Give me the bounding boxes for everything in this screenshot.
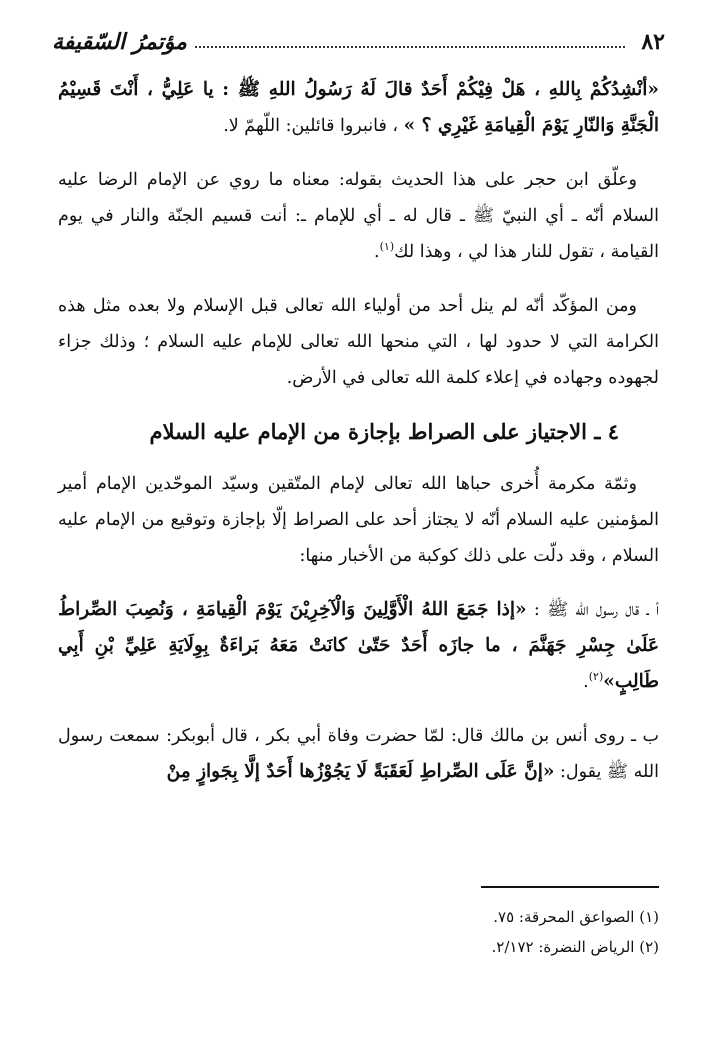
paragraph-1	[58, 72, 659, 144]
footnote-ref-1: (١)	[379, 240, 395, 254]
paragraph-5	[58, 592, 659, 700]
hadith-quote-2: «إذا جَمَعَ اللهُ الْأَوَّلِينَ وَالْآخِرِيْنَ يَوْمَ الْقِيامَةِ ، وَنُصِبَ الصِّراطُ عَلَىٰ جِسْرِ جَهَنَّمَ ، ما جازَه أَحَدٌ حَتّىٰ كانَتْ مَعَهُ بَراءَةٌ بِوِلَايَةِ عَلِيِّ بْنِ أَبِي طَالِبٍ»	[58, 599, 659, 692]
footnote-1: (١) الصواعق المحرقة: ٧٥.	[493, 908, 659, 926]
paragraph-5-intro: أ ـ قال رسول الله ﷺ :	[526, 600, 659, 620]
book-title: مؤتمرُ السّقيفة	[52, 29, 187, 55]
footnote-2: (٢) الرياض النضرة: ٢/١٧٢.	[491, 938, 659, 956]
paragraph-2-end: .	[374, 242, 380, 262]
paragraph-2	[58, 162, 659, 270]
hadith-quote-3: «إنَّ عَلَى الصِّراطِ لَعَقَبَةً لَا يَجُوْزُها أَحَدٌ إلَّا بِجَوازٍ مِنْ	[166, 761, 555, 782]
body-text	[58, 72, 659, 808]
header-dot-leader	[195, 46, 625, 48]
page-header	[52, 22, 665, 62]
paragraph-4: وثمّة مكرمة أُخرى حباها الله تعالى لإمام المتّقين وسيّد الموحّدين الإمام أمير المؤمنين عليه السلام أنّه لا يجتاز أحد على الصراط إلّا بإجازة وتوقيع من الإمام عليه السلام ، وقد دلّت على ذلك كوكبة من الأخبار منها:	[58, 474, 659, 566]
section-heading: ٤ ـ الاجتياز على الصراط بإجازة من الإمام عليه السلام	[149, 419, 619, 444]
page-number: ٨٢	[641, 29, 665, 55]
footnote-ref-2: (٢)	[588, 670, 604, 684]
footnotes	[58, 902, 659, 962]
hadith-quote-1: «أنْشِدُكُمْ بِاللهِ ، هَلْ فِيْكُمْ أَحَدٌ قالَ لَهُ رَسُولُ اللهِ ﷺ : يا عَلِيُّ ، أَنْتَ قَسِيْمُ الْجَنَّةِ وَالنّارِ يَوْمَ الْقِيامَةِ غَيْرِي ؟ »	[58, 79, 659, 136]
paragraph-2-text: وعلّق ابن حجر على هذا الحديث بقوله: معناه ما روي عن الإمام الرضا عليه السلام أنّه ـ أي النبيّ ﷺ ـ قال له ـ أي للإمام ـ: أنت قسيم الجنّة والنار في يوم القيامة ، تقول للنار هذا لي ، وهذا لك	[58, 170, 659, 262]
footnote-separator	[481, 886, 659, 888]
paragraph-6	[58, 718, 659, 790]
paragraph-6-intro: ب ـ روى أنس بن مالك قال: لمّا حضرت وفاة أبي بكر ، قال أبوبكر: سمعت رسول الله ﷺ يقول:	[58, 726, 659, 782]
paragraph-1-rest: ، فانبروا قائلين: اللّهمّ لا.	[223, 116, 404, 136]
paragraph-5-end: .	[583, 672, 589, 692]
paragraph-3: ومن المؤكّد أنّه لم ينل أحد من أولياء الله تعالى قبل الإسلام ولا بعده مثل هذه الكرامة التي لا حدود لها ، التي منحها الله تعالى للإمام عليه السلام ؛ وذلك جزاء لجهوده وجهاده في إعلاء كلمة الله تعالى في الأرض.	[58, 296, 659, 388]
